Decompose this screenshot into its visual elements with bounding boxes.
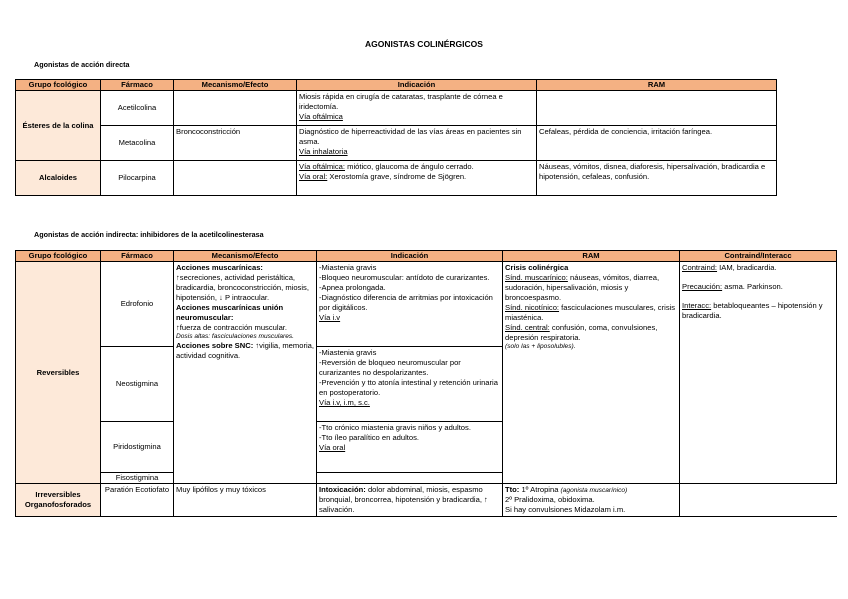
header-indicacion: Indicación [297,80,537,91]
drug-neostigmina: Neostigmina [101,347,174,422]
indicacion-text: miótico, glaucoma de ángulo cerrado. [345,162,474,171]
ram-label: Sínd. muscarínico: [505,273,568,282]
indicacion-line: -Miastenia gravis [319,263,377,272]
indicacion-fisostigmina [317,473,503,484]
via-oftalmica-label: Vía oftálmica: [299,162,346,171]
drug-piridostigmina: Piridostigmina [101,422,174,473]
indicacion-line: -Reversión de bloqueo neuromuscular por curarizantes no despolarizantes. [319,358,461,377]
table-header-row [16,251,837,262]
indicacion-text: Diagnóstico de hiperreactividad de las vías áreas en pacientes sin asma. [299,127,522,146]
mecanismo-pilocarpina [174,161,297,196]
indicacion-line: -Apnea prolongada. [319,283,386,292]
drug-edrofonio: Edrofonio [101,262,174,347]
indicacion-edrofonio [317,262,503,347]
precaucion-text: asma. Parkinson. [722,282,783,291]
ram-label: Sínd. nicotínico: [505,303,560,312]
empty-cell [777,161,837,196]
table-header-row [16,80,837,91]
indicacion-metacolina [297,126,537,161]
table-direct-agonists [15,79,837,196]
mecanismo-reversibles [174,262,317,484]
via-label: Vía oral [319,443,346,452]
table-row-edrofonio [16,262,837,347]
header-grupo: Grupo fcológico [16,251,101,262]
drug-fisostigmina: Fisostigmina [101,473,174,484]
indicacion-acetilcolina [297,91,537,126]
ram-acetilcolina [537,91,777,126]
ram-text: confusión, coma, convulsiones, depresión respiratoria. [505,323,658,342]
mecanismo-heading: Acciones muscarínicas: [176,263,263,272]
indicacion-text: Miosis rápida en cirugía de cataratas, trasplante de córnea e iridectomía. [299,92,503,111]
indicacion-neostigmina [317,347,503,422]
mecanismo-text: ↑fuerza de contracción muscular. [176,323,288,332]
via-label: Vía i.v [319,313,341,322]
ram-heading: Crisis colinérgica [505,263,569,272]
table-row-metacolina [16,126,837,161]
via-oral-label: Vía oral: [299,172,328,181]
tto-text: 2º Pralidoxima, obidoxima. [505,495,595,504]
table-row-irreversibles [16,484,837,517]
header-contraind: Contraind/Interacc [680,251,837,262]
tto-note: (agonista muscarínico) [560,487,628,494]
contraind-text: IAM, bradicardia. [717,263,777,272]
mecanismo-irreversibles: Muy lipófilos y muy tóxicos [174,484,317,517]
ram-pilocarpina: Náuseas, vómitos, disnea, diaforesis, hipersalivación, bradicardia e hipotensión, cefaleas, confusión. [537,161,777,196]
table-indirect-agonists [15,250,837,517]
precaucion-label: Precaución: [682,282,723,291]
tto-heading: Tto: [505,485,520,494]
drug-pilocarpina: Pilocarpina [101,161,174,196]
header-grupo: Grupo fcológico [16,80,101,91]
empty-cell [777,91,837,126]
ram-irreversibles [503,484,680,517]
header-ram: RAM [537,80,777,91]
interacc-label: Interacc: [682,301,712,310]
section-subtitle-direct: Agonistas de acción directa [34,60,130,69]
contraind-label: Contraind: [682,263,718,272]
indicacion-line: -Tto íleo paralítico en adultos. [319,433,420,442]
header-farmaco: Fármaco [101,251,174,262]
section-subtitle-indirect: Agonistas de acción indirecta: inhibidores de la acetilcolinesterasa [34,230,264,239]
interacc-text: betabloqueantes – hipotensión y bradicardia. [682,301,823,320]
ram-text: náuseas, vómitos, diarrea, sudoración, hipersalivación, miosis y broncoespasmo. [505,273,660,302]
indicacion-line: -Prevención y tto atonía intestinal y retención urinaria en postoperatorio. [319,378,498,397]
indicacion-piridostigmina [317,422,503,473]
indicacion-irreversibles [317,484,503,517]
indicacion-line: -Bloqueo neuromuscular: antídoto de curarizantes. [319,273,490,282]
group-irreversibles: Irreversibles Organofosforados [16,484,101,517]
mecanismo-heading: Acciones muscarínicas unión neuromuscular: [176,303,284,322]
empty-cell [777,80,837,91]
header-mecanismo: Mecanismo/Efecto [174,251,317,262]
tto-text: Si hay convulsiones Midazolam i.m. [505,505,626,514]
indicacion-pilocarpina [297,161,537,196]
ram-metacolina: Cefaleas, pérdida de conciencia, irritación faríngea. [537,126,777,161]
group-esteres: Ésteres de la colina [16,91,101,161]
ram-note: (solo las + liposolubles). [505,343,576,350]
tto-text: 1º Atropina [519,485,561,494]
mecanismo-acetilcolina [174,91,297,126]
via-label: Vía oftálmica [299,112,343,121]
mecanismo-note: Dosis altas: fasciculaciones musculares. [176,333,295,340]
mecanismo-metacolina: Broncoconstricción [174,126,297,161]
mecanismo-text: ↑vigilia, memoria, actividad cognitiva. [176,341,314,360]
table-row-acetilcolina [16,91,837,126]
ram-text: fasciculaciones musculares, crisis miasténica. [505,303,676,322]
table-row-pilocarpina [16,161,837,196]
contraind-irreversibles [680,484,837,517]
empty-cell [777,126,837,161]
mecanismo-heading: Acciones sobre SNC: [176,341,254,350]
indicacion-line: -Miastenia gravis [319,348,377,357]
ram-label: Sínd. central: [505,323,550,332]
mecanismo-text: ↑secreciones, actividad peristáltica, bradicardia, broncoconstricción, miosis, hipotensión, ↓ P intraocular. [176,273,309,302]
drug-acetilcolina: Acetilcolina [101,91,174,126]
indicacion-text: dolor abdominal, miosis, espasmo bronquial, broncorrea, hipotensión y bradicardia, ↑ salivación. [319,485,488,514]
header-ram: RAM [503,251,680,262]
via-label: Vía inhalatoria [299,147,348,156]
contraind-reversibles [680,262,837,484]
indicacion-text: Xerostomía grave, síndrome de Sjögren. [327,172,467,181]
ram-reversibles [503,262,680,484]
group-alcaloides: Alcaloides [16,161,101,196]
indicacion-line: -Diagnóstico diferencia de arritmias por intoxicación por digitálicos. [319,293,493,312]
header-farmaco: Fármaco [101,80,174,91]
via-label: Vía i.v, i.m, s.c. [319,398,370,407]
indicacion-heading: Intoxicación: [319,485,366,494]
header-mecanismo: Mecanismo/Efecto [174,80,297,91]
group-reversibles: Reversibles [16,262,101,484]
header-indicacion: Indicación [317,251,503,262]
page-title: AGONISTAS COLINÉRGICOS [365,39,483,49]
drug-metacolina: Metacolina [101,126,174,161]
indicacion-line: -Tto crónico miastenia gravis niños y adultos. [319,423,471,432]
drug-paration-ecotiofato: Paratión Ecotiofato [101,484,174,517]
